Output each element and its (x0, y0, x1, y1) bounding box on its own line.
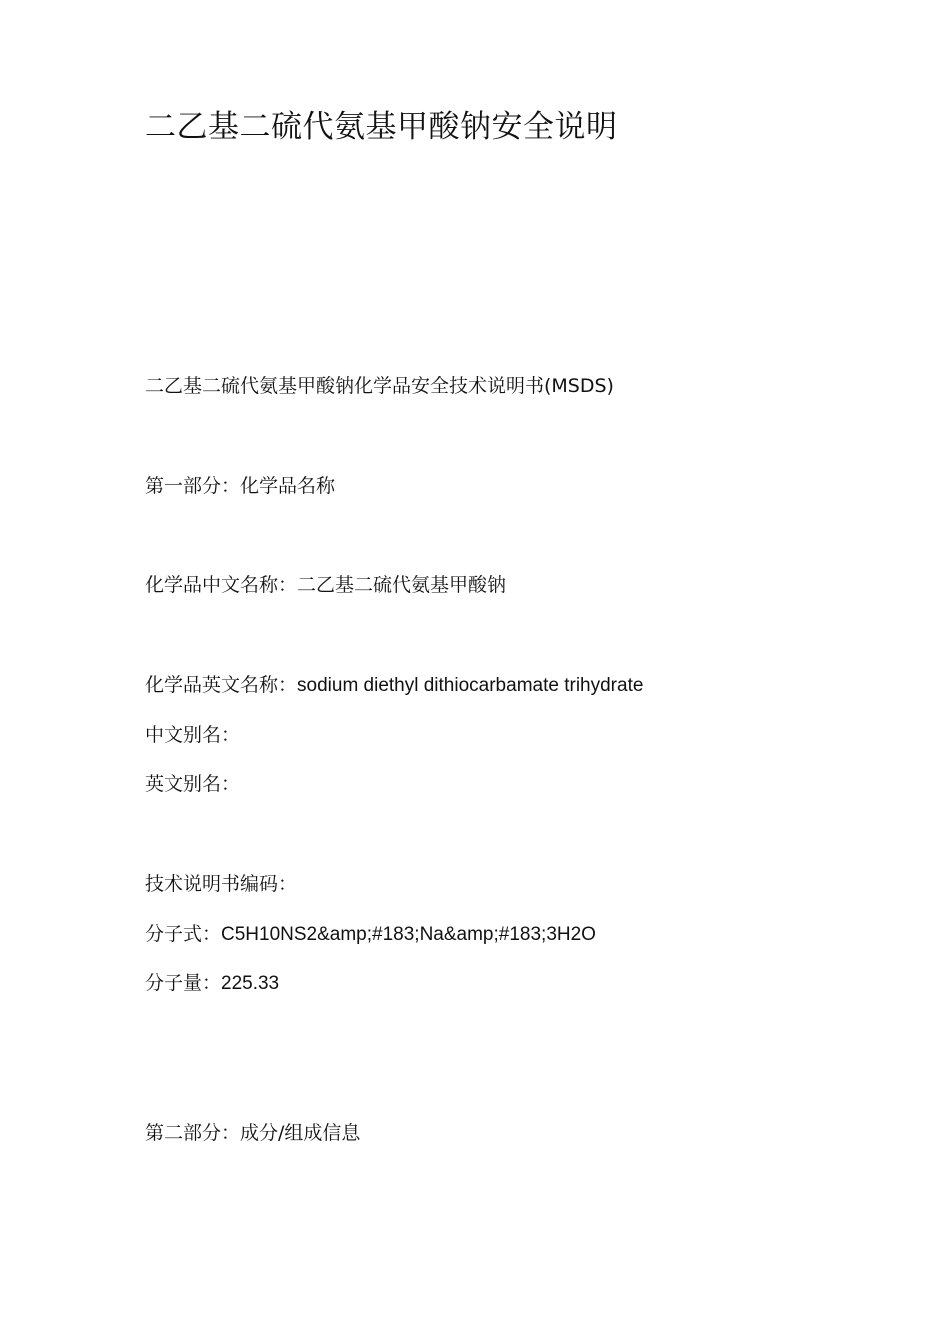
en-name-line (145, 671, 643, 700)
en-alias-line (145, 770, 240, 798)
mol-weight-value: 225.33 (221, 973, 280, 994)
document-title: 二乙基二硫代氨基甲酸钠安全说明 (145, 109, 618, 145)
formula-line (145, 920, 596, 949)
mol-weight-line (145, 969, 279, 998)
en-alias-label: 英文别名： (145, 773, 241, 795)
section-1-heading: 第一部分：化学品名称 (145, 475, 336, 497)
cn-name-value: 二乙基二硫代氨基甲酸钠 (297, 574, 507, 596)
en-name-label: 化学品英文名称： (145, 674, 298, 696)
mol-weight-label: 分子量： (145, 972, 222, 994)
cn-alias-label: 中文别名： (145, 724, 241, 746)
cn-alias-line (145, 721, 240, 749)
spec-code-label: 技术说明书编码： (145, 873, 298, 895)
section-2-heading: 第二部分：成分/组成信息 (145, 1122, 361, 1144)
formula-value: C5H10NS2&amp;#183;Na&amp;#183;3H2O (221, 924, 596, 945)
spec-code-line (145, 870, 297, 898)
msds-subtitle: 二乙基二硫代氨基甲酸钠化学品安全技术说明书(MSDS) (145, 375, 614, 397)
en-name-value: sodium diethyl dithiocarbamate trihydrate (297, 675, 644, 696)
cn-name-label: 化学品中文名称： (145, 574, 298, 596)
formula-label: 分子式： (145, 923, 222, 945)
cn-name-line (145, 571, 506, 599)
